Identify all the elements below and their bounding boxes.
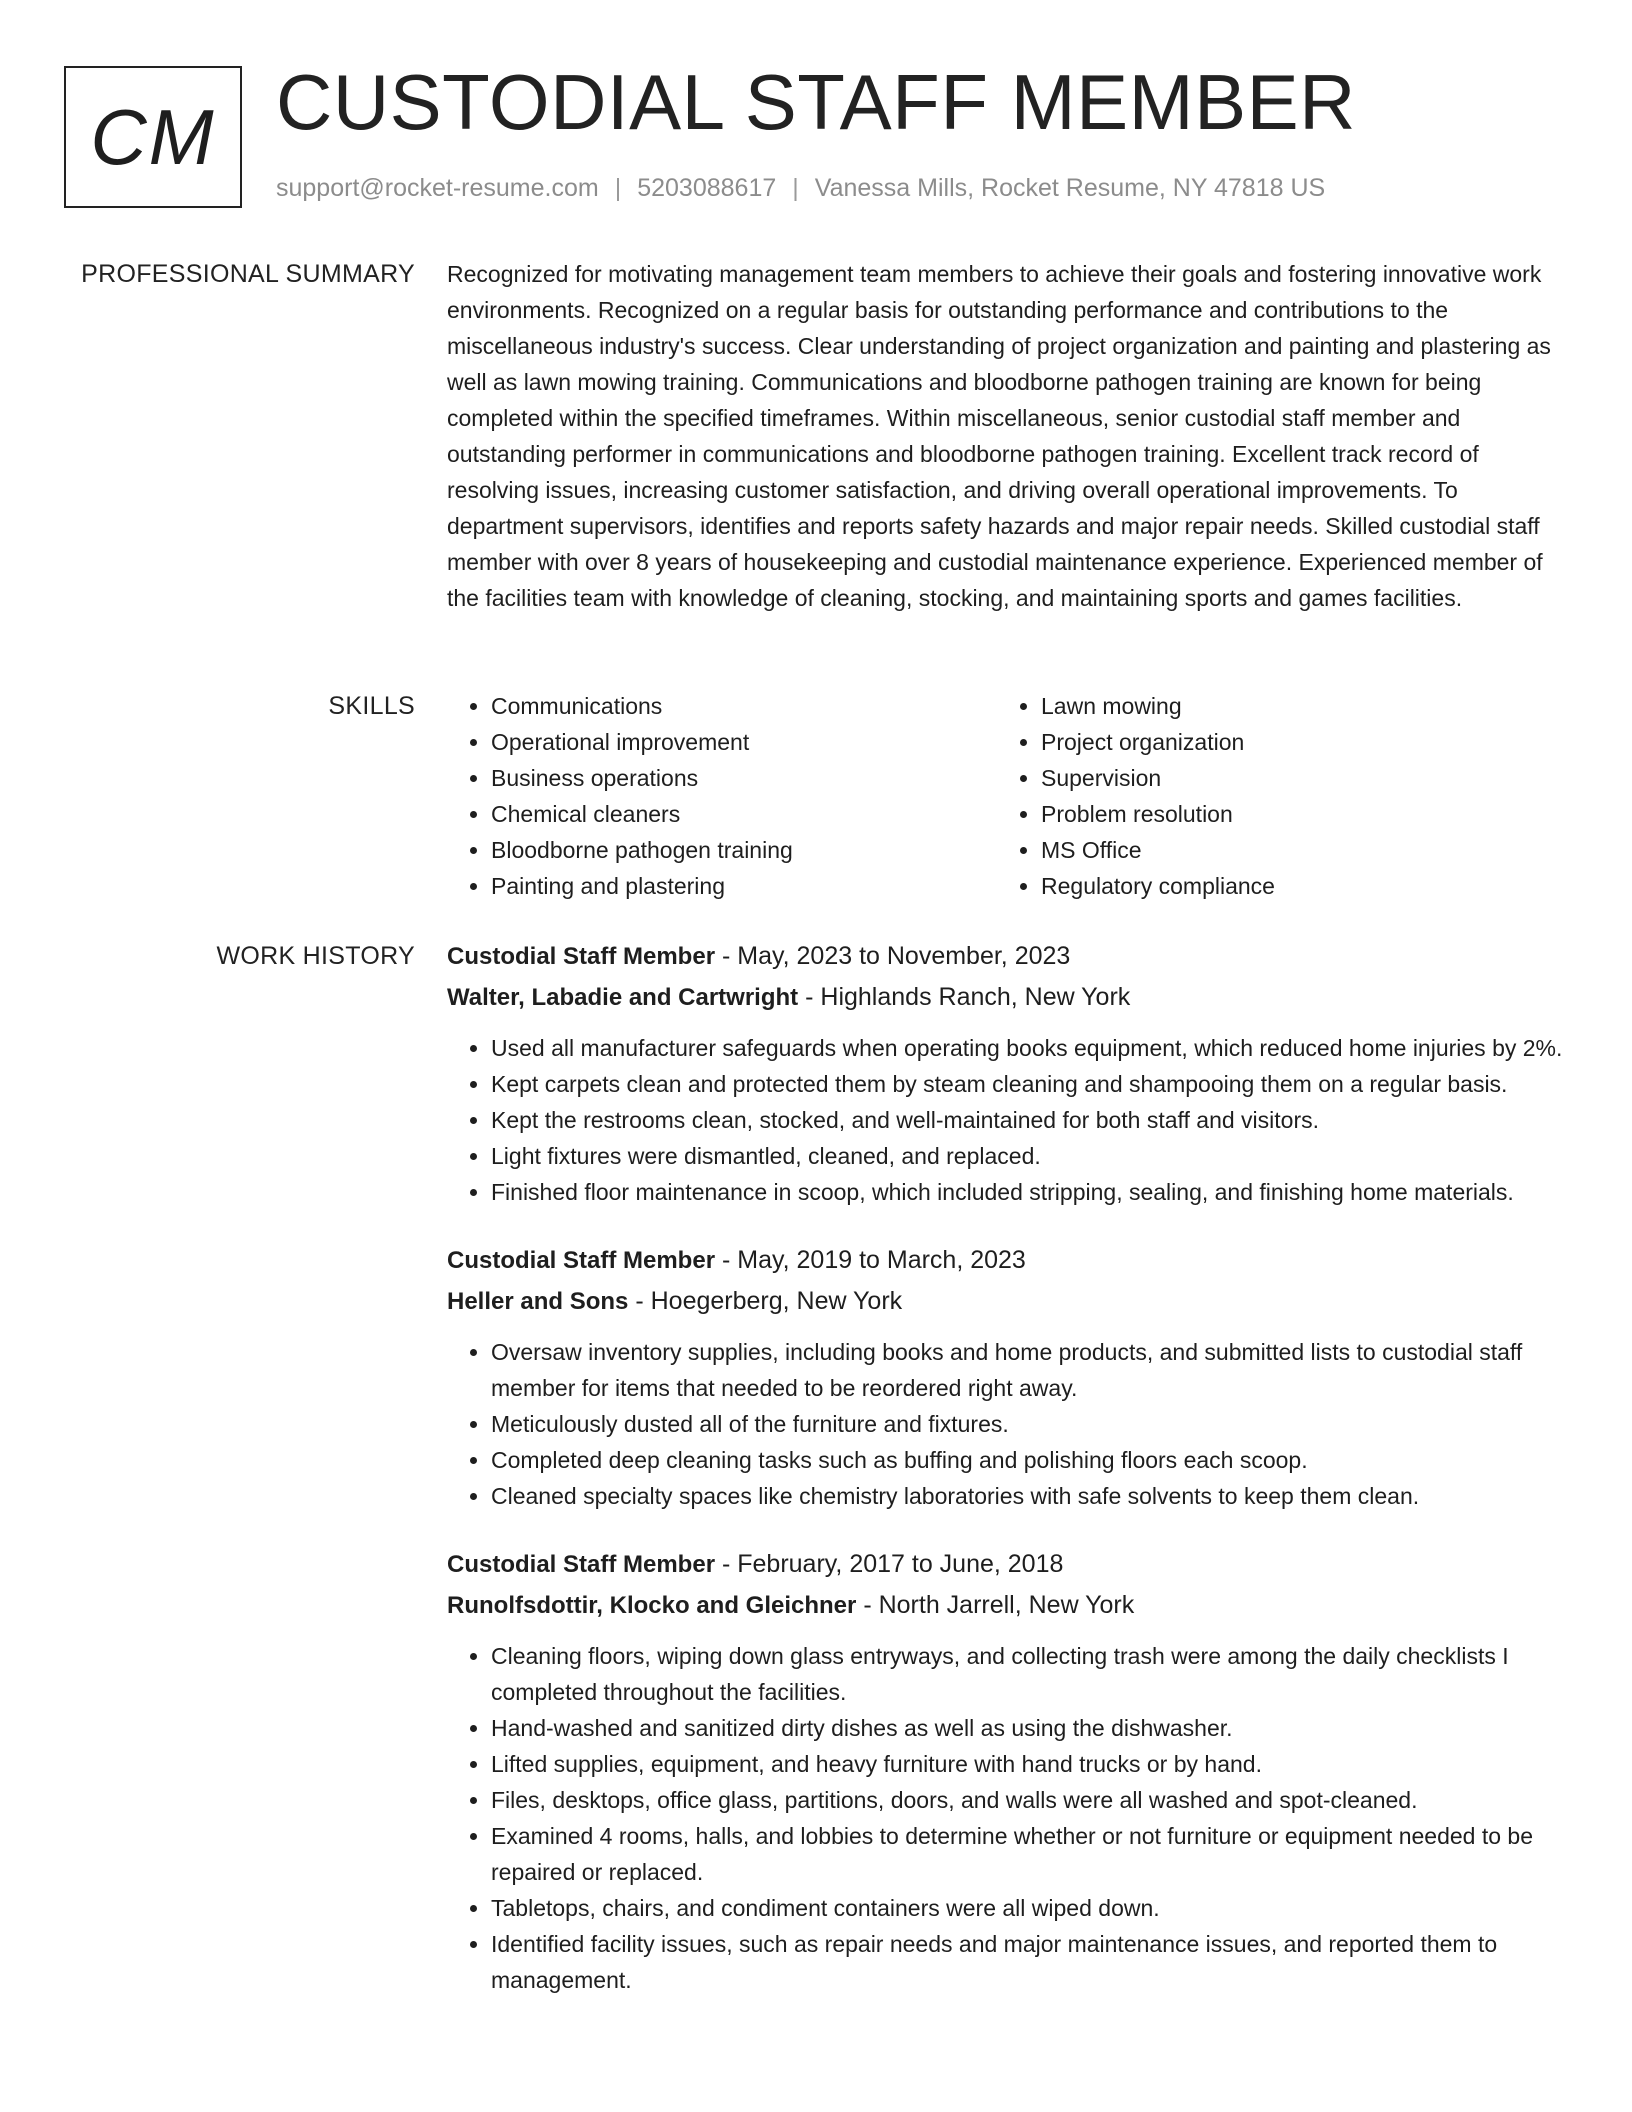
job-bullet: • Kept carpets clean and protected them by steam cleaning and shampooing them on a regular basis. xyxy=(491,1066,1567,1102)
job-bullet: • Used all manufacturer safeguards when operating books equipment, which reduced home injuries by 2%. xyxy=(491,1030,1567,1066)
skill-item: • Painting and plastering xyxy=(491,868,997,904)
skills-list-left xyxy=(447,688,997,904)
contact-separator: | xyxy=(614,174,622,202)
skill-item: • MS Office xyxy=(1041,832,1547,868)
job-company: Heller and Sons xyxy=(447,1288,629,1315)
contact-separator: | xyxy=(792,174,799,202)
job-location: - Hoegerberg, New York xyxy=(628,1287,903,1315)
skill-item: • Communications xyxy=(491,688,997,724)
job-title: Custodial Staff Member xyxy=(447,943,716,970)
job-bullet: • Hand-washed and sanitized dirty dishes as well as using the dishwasher. xyxy=(491,1710,1567,1746)
skill-item: • Lawn mowing xyxy=(1041,688,1547,724)
job-company-line xyxy=(447,977,1567,1018)
job-entry xyxy=(447,1240,1567,1514)
job-bullet: • Oversaw inventory supplies, including books and home products, and submitted lists to custodial staff member for items that needed to be reordered right away. xyxy=(491,1334,1567,1406)
contact-phone[interactable]: 5203088617 xyxy=(637,174,777,202)
monogram-badge xyxy=(64,66,242,208)
job-entry xyxy=(447,936,1567,1210)
skill-item: • Project organization xyxy=(1041,724,1547,760)
contact-address: Vanessa Mills, Rocket Resume, NY 47818 US xyxy=(814,174,1326,202)
job-company: Runolfsdottir, Klocko and Gleichner xyxy=(447,1592,857,1619)
job-location: - Highlands Ranch, New York xyxy=(798,983,1131,1011)
work-history-heading: WORK HISTORY xyxy=(216,942,415,970)
summary-body xyxy=(447,256,1567,616)
job-title: Custodial Staff Member xyxy=(447,1247,716,1274)
skill-item: • Problem resolution xyxy=(1041,796,1547,832)
skill-item: • Supervision xyxy=(1041,760,1547,796)
job-bullet: • Light fixtures were dismantled, cleaned, and replaced. xyxy=(491,1138,1567,1174)
skill-item: • Business operations xyxy=(491,760,997,796)
job-company-line xyxy=(447,1281,1567,1322)
job-dates: - May, 2019 to March, 2023 xyxy=(715,1246,1026,1274)
skills-body xyxy=(447,688,1567,904)
job-bullet-list xyxy=(447,1334,1567,1514)
job-bullet: • Cleaning floors, wiping down glass entryways, and collecting trash were among the daily checklists I completed throughout the facilities. xyxy=(491,1638,1567,1710)
work-history-body xyxy=(447,936,1567,2028)
contact-email[interactable]: support@rocket-resume.com xyxy=(276,174,599,202)
skill-item: • Operational improvement xyxy=(491,724,997,760)
summary-text: Recognized for motivating management team members to achieve their goals and fostering innovative work environments. Recognized on a regular basis for outstanding performance and contributions to the miscellaneous industry's success. Clear understanding of project organization and painting and plastering as well as lawn mowing training. Communications and bloodborne pathogen training are known for being completed within the specified timeframes. Within miscellaneous, senior custodial staff member and outstanding performer in communications and bloodborne pathogen training. Excellent track record of resolving issues, increasing customer satisfaction, and driving overall operational improvements. To department supervisors, identifies and reports safety hazards and major repair needs. Skilled custodial staff member with over 8 years of housekeeping and custodial maintenance experience. Experienced member of the facilities team with knowledge of cleaning, stocking, and maintaining sports and games facilities. xyxy=(447,261,1551,611)
job-title-line xyxy=(447,936,1567,977)
job-bullet: • Files, desktops, office glass, partitions, doors, and walls were all washed and spot-cleaned. xyxy=(491,1782,1567,1818)
job-title-line xyxy=(447,1240,1567,1281)
job-title: Custodial Staff Member xyxy=(447,1551,716,1578)
job-bullet: • Completed deep cleaning tasks such as buffing and polishing floors each scoop. xyxy=(491,1442,1567,1478)
job-bullet: • Identified facility issues, such as repair needs and major maintenance issues, and reported them to management. xyxy=(491,1926,1567,1998)
job-dates: - February, 2017 to June, 2018 xyxy=(715,1550,1064,1578)
job-bullet: • Meticulously dusted all of the furniture and fixtures. xyxy=(491,1406,1567,1442)
job-bullet: • Tabletops, chairs, and condiment containers were all wiped down. xyxy=(491,1890,1567,1926)
job-bullet: • Kept the restrooms clean, stocked, and well-maintained for both staff and visitors. xyxy=(491,1102,1567,1138)
contact-line xyxy=(276,174,1325,203)
skills-heading: SKILLS xyxy=(328,692,415,720)
skills-list-right xyxy=(997,688,1547,904)
skill-item: • Regulatory compliance xyxy=(1041,868,1547,904)
job-bullet: • Examined 4 rooms, halls, and lobbies to determine whether or not furniture or equipment needed to be repaired or replaced. xyxy=(491,1818,1567,1890)
job-bullet: • Cleaned specialty spaces like chemistry laboratories with safe solvents to keep them clean. xyxy=(491,1478,1567,1514)
job-entry xyxy=(447,1544,1567,1998)
skill-item: • Chemical cleaners xyxy=(491,796,997,832)
monogram-text: CM xyxy=(90,92,216,181)
job-location: - North Jarrell, New York xyxy=(856,1591,1135,1619)
job-bullet-list xyxy=(447,1030,1567,1210)
job-company-line xyxy=(447,1585,1567,1626)
job-company: Walter, Labadie and Cartwright xyxy=(447,984,799,1011)
job-title-line xyxy=(447,1544,1567,1585)
summary-heading: PROFESSIONAL SUMMARY xyxy=(81,260,415,288)
skill-item: • Bloodborne pathogen training xyxy=(491,832,997,868)
job-bullet-list xyxy=(447,1638,1567,1998)
job-bullet: • Finished floor maintenance in scoop, which included stripping, sealing, and finishing home materials. xyxy=(491,1174,1567,1210)
resume-title: CUSTODIAL STAFF MEMBER xyxy=(276,58,1356,146)
job-dates: - May, 2023 to November, 2023 xyxy=(715,942,1071,970)
job-bullet: • Lifted supplies, equipment, and heavy furniture with hand trucks or by hand. xyxy=(491,1746,1567,1782)
